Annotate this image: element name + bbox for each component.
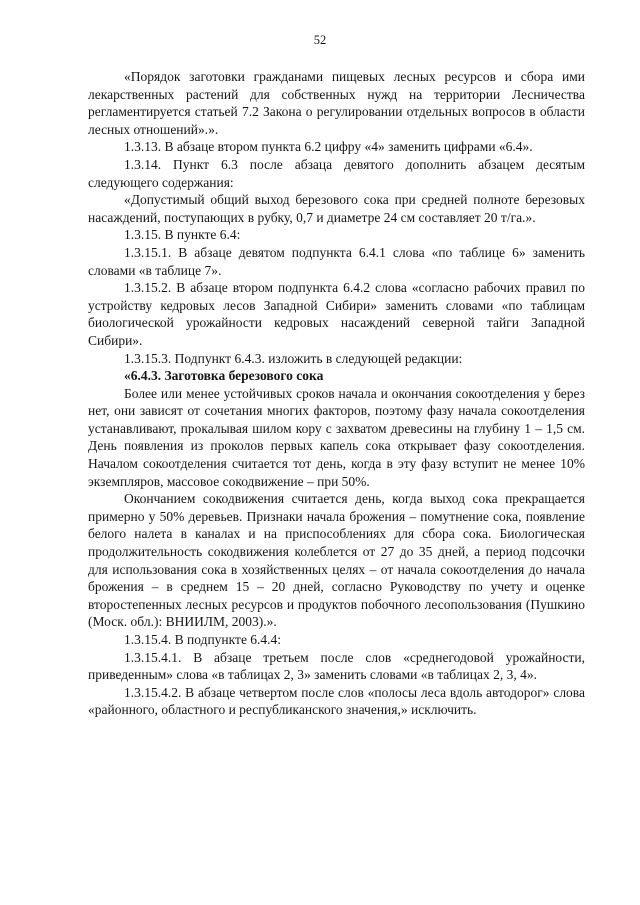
paragraph-1-3-15-1: 1.3.15.1. В абзаце девятом подпункта 6.4.1 слова «по таблице 6» заменить словами «в таблице 7». (88, 244, 585, 278)
paragraph-1-3-15-3: 1.3.15.3. Подпункт 6.4.3. изложить в следующей редакции: (124, 350, 463, 366)
page-number: 52 (313, 33, 327, 47)
paragraph-quote-sap-yield: «Допустимый общий выход березового сока при средней полноте березовых насаждений, поступающих в рубку, 0,7 и диаметре 24 см составляет 20 т/га.». (88, 192, 585, 225)
document-body (88, 68, 585, 719)
section-heading-6-4-3: «6.4.3. Заготовка березового сока (124, 368, 324, 384)
paragraph-quote-order: «Порядок заготовки гражданами пищевых лесных ресурсов и сбора ими лекарственных растений для собственных нужд на территории Лесничества регламентируется статьей 7.2 Закона о регулировании отдельных вопросов в области лесных отношений».». (88, 69, 585, 137)
paragraph-sap-flow-end: Окончанием сокодвижения считается день, когда выход сока прекращается примерно у 50% деревьев. Признаки начала брожения – помутнение сока, появление белого налета в каналах и на приспособлениях для сбора сока. Биологическая продолжительность сокодвижения колеблется от 27 до 35 дней, а период подсочки для использования сока в хозяйственных целях – от начала сокоотделения до начала брожения – в среднем 15 – 20 дней, согласно Руководству по учету и оценке второстепенных лесных ресурсов и продуктов побочного лесопользования (Пушкино (Моск. обл.): ВНИИЛМ, 2003).». (88, 491, 585, 630)
paragraph-1-3-13: 1.3.13. В абзаце втором пункта 6.2 цифру «4» заменить цифрами «6.4». (124, 139, 533, 155)
paragraph-1-3-15-2: 1.3.15.2. В абзаце втором подпункта 6.4.2 слова «согласно рабочих правил по устройству кедровых лесов Западной Сибири» заменить словами «по таблицам биологической урожайности кедровых насаждений северной тайги Западной Сибири». (88, 280, 585, 348)
paragraph-1-3-15-4-2: 1.3.15.4.2. В абзаце четвертом после слов «полосы леса вдоль автодорог» слова «районного, областного и республиканского значения,» исключить. (88, 684, 585, 718)
paragraph-1-3-15-4-1: 1.3.15.4.1. В абзаце третьем после слов «среднегодовой урожайности, приведенным» слова «в таблицах 2, 3» заменить словами «в таблицах 2, 3, 4». (88, 649, 585, 683)
paragraph-sap-flow-start: Более или менее устойчивых сроков начала и окончания сокоотделения у берез нет, они зависят от сочетания многих факторов, поэтому фазу начала сокоотделения устанавливают, прокалывая шилом кору с захватом древесины на глубину 1 – 1,5 см. День появления из проколов первых капель сока открывает фазу сокоотделения. Началом сокоотделения считается тот день, когда в эту фазу вступит не менее 10% экземпляров, массовое сокодвижение – при 50%. (88, 385, 585, 489)
paragraph-1-3-14: 1.3.14. Пункт 6.3 после абзаца девятого дополнить абзацем десятым следующего содержания: (88, 156, 585, 190)
paragraph-1-3-15: 1.3.15. В пункте 6.4: (124, 227, 241, 243)
paragraph-1-3-15-4: 1.3.15.4. В подпункте 6.4.4: (124, 632, 282, 647)
